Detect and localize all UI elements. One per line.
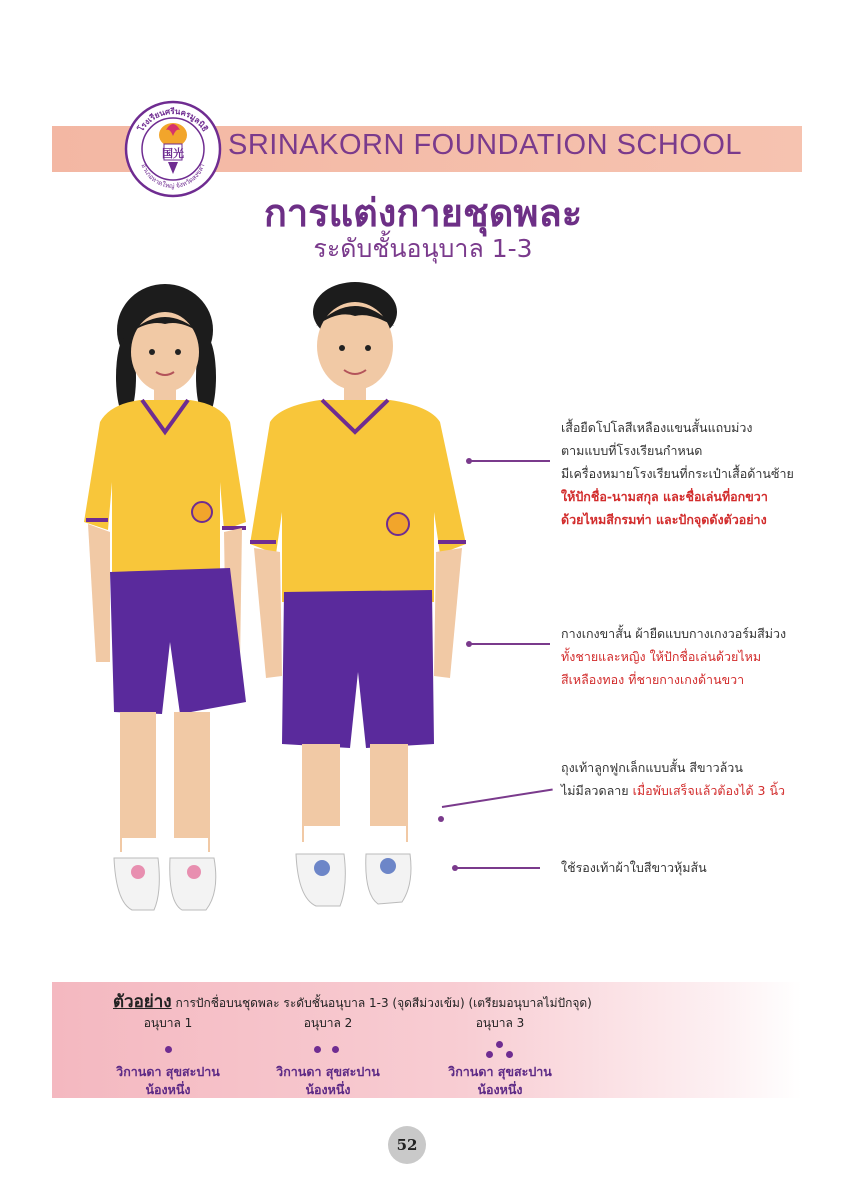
example-nickname: น้องหนึ่ง <box>477 1082 523 1097</box>
page-number: 52 <box>388 1126 426 1164</box>
shirt-line-1: เสื้อยืดโปโลสีเหลืองแขนสั้นแถบม่วง <box>561 420 753 435</box>
example-dots <box>248 1043 408 1057</box>
shorts-line-3: สีเหลืองทอง ที่ชายกางเกงด้านขวา <box>561 672 745 687</box>
embroidery-dot <box>165 1046 172 1053</box>
callout-dot-socks <box>438 816 444 822</box>
school-name: SRINAKORN FOUNDATION SCHOOL <box>228 129 743 161</box>
example-nickname: น้องหนึ่ง <box>305 1082 351 1097</box>
example-col-label: อนุบาล 1 <box>143 1016 193 1030</box>
socks-line-2 <box>561 779 785 802</box>
embroidery-dot <box>314 1046 321 1053</box>
example-name: วิกานดา สุขสะปาน <box>448 1064 552 1079</box>
example-dots <box>88 1043 248 1057</box>
socks-line-2b: เมื่อพับเสร็จแล้วต้องได้ 3 นิ้ว <box>632 783 786 798</box>
callout-line-shoes <box>456 867 540 869</box>
embroidery-dot <box>332 1046 339 1053</box>
socks-description <box>561 756 785 802</box>
svg-text:อำเภอหาดใหญ่ จังหวัดสงขลา: อำเภอหาดใหญ่ จังหวัดสงขลา <box>139 162 207 191</box>
callout-line-shorts <box>470 643 550 645</box>
example-col-2 <box>248 1014 408 1099</box>
socks-line-1: ถุงเท้าลูกฟูกเล็กแบบสั้น สีขาวล้วน <box>561 760 743 775</box>
embroidery-dot <box>486 1051 493 1058</box>
example-name: วิกานดา สุขสะปาน <box>116 1064 220 1079</box>
example-col-1 <box>88 1014 248 1099</box>
page-subtitle: ระดับชั้นอนุบาล 1-3 <box>313 234 533 263</box>
shorts-line-1: กางเกงขาสั้น ผ้ายืดแบบกางเกงวอร์มสีม่วง <box>561 626 787 641</box>
shoes-description: ใช้รองเท้าผ้าใบสีขาวหุ้มส้น <box>561 860 707 875</box>
example-col-3 <box>420 1014 580 1099</box>
embroidery-dot <box>506 1051 513 1058</box>
girl-figure <box>84 284 246 910</box>
shorts-description <box>561 622 786 691</box>
example-heading-label: ตัวอย่าง <box>113 992 172 1012</box>
boy-figure <box>250 282 466 906</box>
shirt-line-2: ตามแบบที่โรงเรียนกำหนด <box>561 443 703 458</box>
shirt-line-4: ให้ปักชื่อ-นามสกุล และชื่อเล่นที่อกขวา <box>561 489 768 504</box>
example-description: การปักชื่อบนชุดพละ ระดับชั้นอนุบาล 1-3 (จุดสีม่วงเข้ม) (เตรียมอนุบาลไม่ปักจุด) <box>175 996 592 1010</box>
example-col-label: อนุบาล 3 <box>475 1016 525 1030</box>
svg-text:国光: 国光 <box>162 147 184 160</box>
shirt-description <box>561 416 794 531</box>
embroidery-dot <box>496 1041 503 1048</box>
shirt-line-5: ด้วยไหมสีกรมท่า และปักจุดดังตัวอย่าง <box>561 512 767 527</box>
shorts-line-2: ทั้งชายและหญิง ให้ปักชื่อเล่นด้วยไหม <box>561 649 762 664</box>
example-name: วิกานดา สุขสะปาน <box>276 1064 380 1079</box>
example-dots <box>420 1043 580 1057</box>
example-col-label: อนุบาล 2 <box>303 1016 353 1030</box>
callout-line-shirt <box>470 460 550 462</box>
uniform-photo <box>70 282 490 922</box>
svg-text:โรงเรียนศรีนครมูลนิธิ: โรงเรียนศรีนครมูลนิธิ <box>136 106 210 134</box>
page-title: การแต่งกายชุดพละ <box>263 191 583 235</box>
example-nickname: น้องหนึ่ง <box>145 1082 191 1097</box>
example-heading <box>113 988 592 1015</box>
shirt-line-3: มีเครื่องหมายโรงเรียนที่กระเป๋าเสื้อด้านซ้าย <box>561 466 794 481</box>
socks-line-2a: ไม่มีลวดลาย <box>561 783 629 798</box>
